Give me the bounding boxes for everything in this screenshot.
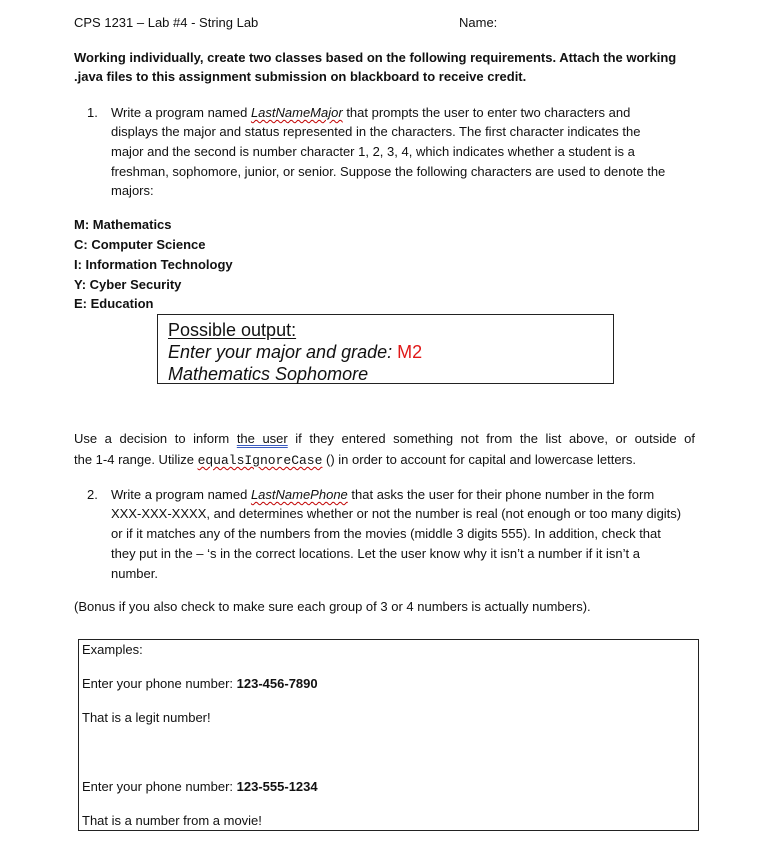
example-1-prompt: Enter your phone number: (82, 676, 237, 691)
decision-line-1 (74, 431, 695, 447)
example-1-prompt-line (82, 676, 318, 692)
task1-line-4: freshman, sophomore, junior, or senior. Suppose the following characters are used to denote the (111, 164, 666, 179)
major-item-e: E: Education (74, 296, 154, 311)
task2-line-1-before: Write a program named (111, 487, 251, 502)
example-2-prompt: Enter your phone number: (82, 779, 237, 794)
name-label: Name: (459, 15, 498, 30)
decision-line-2-after: () in order to account for capital and lowercase letters. (322, 452, 636, 467)
task2-line-1 (111, 487, 654, 503)
task1-line-1-after: that prompts the user to enter two characters and (342, 105, 631, 120)
examples-box (78, 639, 699, 831)
decision-line-2-before: the 1-4 range. Utilize (74, 452, 198, 467)
example-1-value: 123-456-7890 (236, 676, 318, 691)
decision-line-2 (74, 452, 636, 469)
task2-line-5: number. (111, 566, 158, 581)
equals-ignore-case-code: equalsIgnoreCase (197, 453, 323, 468)
task2-classname: LastNamePhone (250, 487, 348, 502)
major-item-y: Y: Cyber Security (74, 277, 182, 292)
major-item-i: I: Information Technology (74, 257, 233, 272)
possible-output-result: Mathematics Sophomore (168, 364, 369, 384)
task1-line-5: majors: (111, 183, 154, 198)
major-item-c: C: Computer Science (74, 237, 206, 252)
possible-output-prompt: Enter your major and grade: (168, 342, 398, 362)
major-item-m: M: Mathematics (74, 217, 172, 232)
possible-output-prompt-line (168, 342, 422, 362)
example-2-value: 123-555-1234 (236, 779, 318, 794)
example-2-prompt-line (82, 779, 318, 795)
task1-line-3: major and the second is number character 1, 2, 3, 4, which indicates whether a student is a (111, 144, 635, 159)
intro-line-2: .java files to this assignment submission on blackboard to receive credit. (74, 69, 527, 84)
decision-line-1-before: Use a decision to inform (74, 431, 237, 446)
task1-line-1-before: Write a program named (111, 105, 251, 120)
examples-heading: Examples: (82, 642, 143, 657)
task2-line-4: they put in the – ‘s in the correct locations. Let the user know why it isn’t a number if it isn’t a (111, 546, 640, 561)
task2-line-2: XXX-XXX-XXXX, and determines whether or not the number is real (not enough or too many digits) (111, 506, 682, 521)
possible-output-input: M2 (397, 342, 423, 362)
task1-number: 1. (87, 105, 98, 120)
possible-output-heading: Possible output: (168, 320, 297, 340)
course-title: CPS 1231 – Lab #4 - String Lab (74, 15, 259, 30)
example-2-result: That is a number from a movie! (82, 813, 262, 828)
task1-line-1 (111, 105, 630, 121)
task2-number: 2. (87, 487, 98, 502)
intro-line-1: Working individually, create two classes based on the following requirements. Attach the working (74, 50, 677, 65)
decision-line-1-after: if they entered something not from the list above, or outside of (287, 431, 695, 446)
example-1-result: That is a legit number! (82, 710, 211, 725)
decision-the-user: the user (236, 431, 288, 446)
possible-output-box (157, 314, 614, 384)
task2-line-3: or if it matches any of the numbers from the movies (middle 3 digits 555). In addition, check that (111, 526, 661, 541)
task2-line-1-after: that asks the user for their phone number in the form (347, 487, 655, 502)
task1-line-2: displays the major and status represented in the characters. The first character indicates the (111, 124, 641, 139)
task1-classname: LastNameMajor (250, 105, 343, 120)
bonus-note: (Bonus if you also check to make sure each group of 3 or 4 numbers is actually numbers). (74, 599, 591, 614)
